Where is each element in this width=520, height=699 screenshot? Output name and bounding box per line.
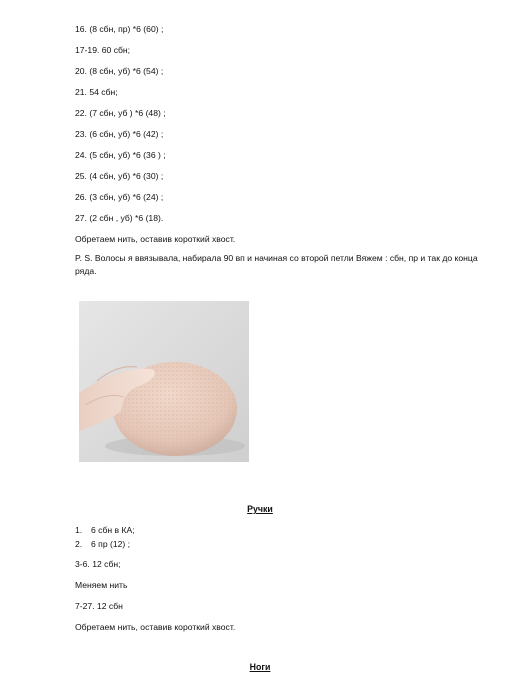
arms-list-item-2 — [75, 539, 130, 549]
arms-row-7-27: 7-27. 12 сбн — [75, 601, 123, 611]
row-16: 16. (8 сбн, пр) *6 (60) ; — [75, 24, 164, 34]
section-heading-arms: Ручки — [247, 504, 273, 514]
list-text: 6 сбн в КА; — [91, 525, 135, 535]
arms-cut-yarn-note: Обретаем нить, оставив короткий хвост. — [75, 622, 236, 632]
arms-row-3-6: 3-6. 12 сбн; — [75, 559, 121, 569]
list-number: 1. — [75, 525, 83, 535]
section-heading-legs: Ноги — [249, 662, 271, 672]
row-21: 21. 54 сбн; — [75, 87, 118, 97]
cut-yarn-note: Обретаем нить, оставив короткий хвост. — [75, 234, 236, 244]
row-25: 25. (4 сбн, уб) *6 (30) ; — [75, 171, 164, 181]
row-20: 20. (8 сбн, уб) *6 (54) ; — [75, 66, 164, 76]
row-23: 23. (6 сбн, уб) *6 (42) ; — [75, 129, 164, 139]
list-text: 6 пр (12) ; — [91, 539, 131, 549]
row-27: 27. (2 сбн , уб) *6 (18). — [75, 213, 164, 223]
ps-hair-note: P. S. Волосы я ввязывала, набирала 90 вп и начиная со второй петли Вяжем : сбн, пр и так до конца ряда. — [75, 253, 478, 276]
arms-list-item-1 — [75, 525, 135, 535]
row-22: 22. (7 сбн, уб ) *6 (48) ; — [75, 108, 166, 118]
crochet-head-photo — [79, 301, 249, 462]
row-24: 24. (5 сбн, уб) *6 (36 ) ; — [75, 150, 166, 160]
row-26: 26. (3 сбн, уб) *6 (24) ; — [75, 192, 164, 202]
row-17-19: 17-19. 60 сбн; — [75, 45, 131, 55]
arms-change-yarn: Меняем нить — [75, 580, 128, 590]
crochet-head-illustration — [79, 301, 249, 462]
list-number: 2. — [75, 539, 83, 549]
